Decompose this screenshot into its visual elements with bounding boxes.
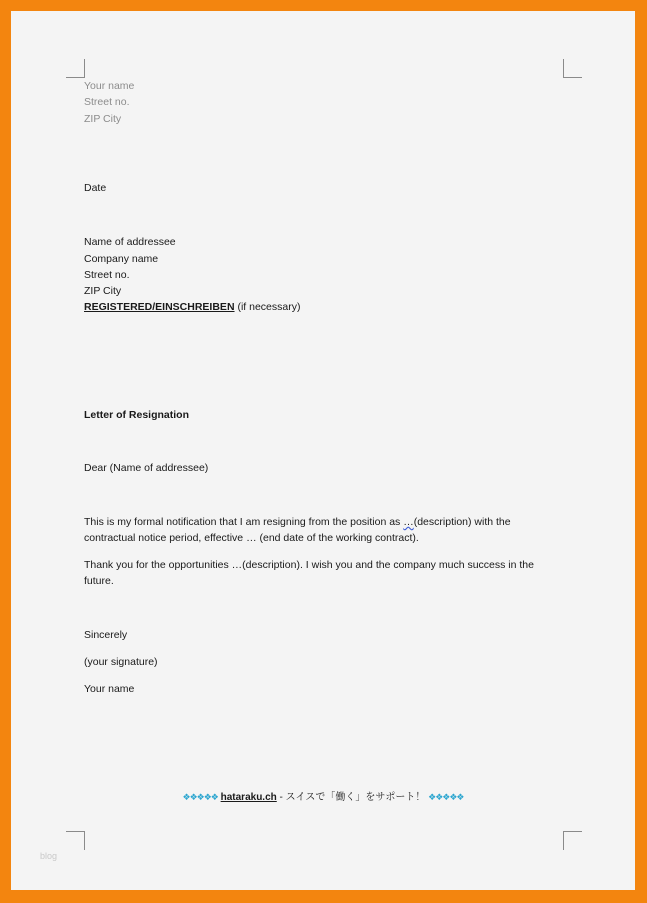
crop-mark-bottom-right bbox=[563, 831, 582, 850]
registered-line[interactable] bbox=[84, 299, 300, 315]
addressee-company[interactable]: Company name bbox=[84, 253, 159, 265]
sender-street[interactable]: Street no. bbox=[84, 96, 130, 108]
footer-site-link[interactable]: hataraku.ch bbox=[220, 792, 277, 803]
crop-mark-top-right bbox=[563, 59, 582, 78]
body-paragraph-1-line-1[interactable] bbox=[84, 514, 511, 530]
salutation[interactable]: Dear (Name of addressee) bbox=[84, 462, 209, 474]
registered-label: REGISTERED/EINSCHREIBEN bbox=[84, 301, 235, 313]
addressee-street[interactable]: Street no. bbox=[84, 269, 130, 281]
body-text: This is my formal notification that I am resigning from the position as bbox=[84, 516, 404, 528]
letter-subject[interactable]: Letter of Resignation bbox=[84, 409, 190, 421]
footer-tagline: - スイスで「働く」をサポート！ bbox=[276, 792, 426, 803]
body-paragraph-1-line-2[interactable]: contractual notice period, effective … (end date of the working contract). bbox=[84, 532, 419, 544]
watermark: blog bbox=[40, 851, 58, 861]
crop-mark-bottom-left bbox=[66, 831, 85, 850]
registered-note: (if necessary) bbox=[234, 301, 301, 313]
date-field[interactable]: Date bbox=[84, 182, 107, 194]
crop-mark-top-left bbox=[66, 59, 85, 78]
signoff-name[interactable]: Your name bbox=[84, 683, 135, 695]
decorative-stars-right: ❖❖❖❖❖ bbox=[428, 792, 464, 802]
sender-zip-city[interactable]: ZIP City bbox=[84, 113, 122, 125]
closing[interactable]: Sincerely bbox=[84, 629, 128, 641]
signature-placeholder[interactable]: (your signature) bbox=[84, 656, 158, 668]
sender-name[interactable]: Your name bbox=[84, 80, 135, 92]
document-page bbox=[11, 11, 635, 890]
addressee-name[interactable]: Name of addressee bbox=[84, 236, 176, 248]
spellcheck-marker: … bbox=[403, 516, 414, 528]
body-paragraph-2-line-2[interactable]: future. bbox=[84, 575, 114, 587]
body-paragraph-2-line-1[interactable]: Thank you for the opportunities …(description). I wish you and the company much success in the bbox=[84, 559, 534, 571]
page-footer bbox=[11, 788, 635, 803]
decorative-stars-left: ❖❖❖❖❖ bbox=[182, 792, 218, 802]
body-text: (description) with the bbox=[413, 516, 511, 528]
addressee-zip-city[interactable]: ZIP City bbox=[84, 285, 122, 297]
